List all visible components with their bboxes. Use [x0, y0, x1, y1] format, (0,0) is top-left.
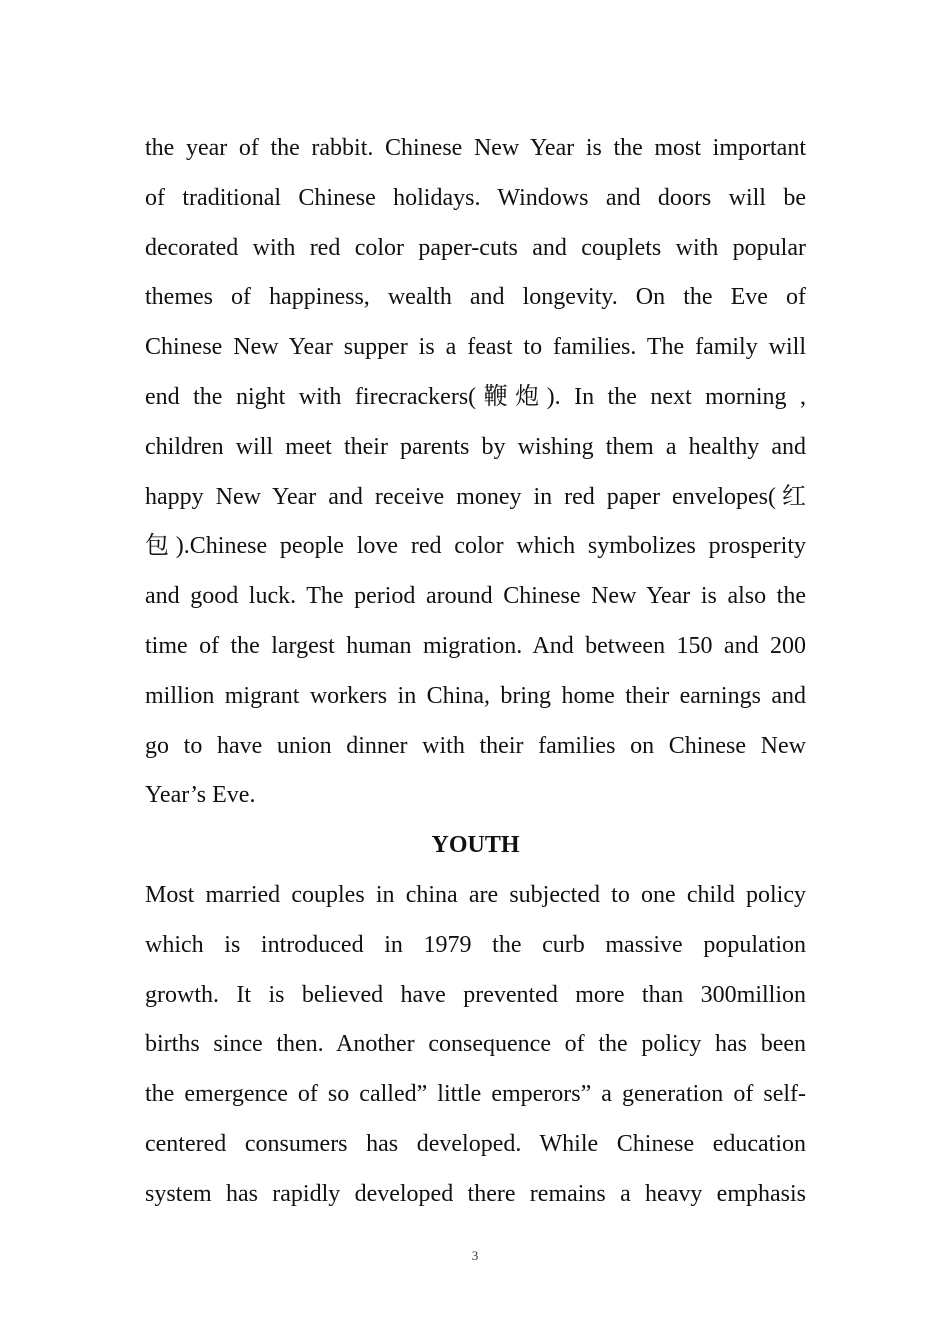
paragraph-youth [145, 871, 806, 1220]
text-line: of traditional Chinese holidays. Windows and doors will be [145, 184, 806, 211]
text-line: Most married couples in china are subjected to one child policy [145, 881, 806, 908]
text-line: Year’s Eve. [145, 782, 256, 809]
text-line: centered consumers has developed. While Chinese education [145, 1130, 806, 1157]
paragraph-chinese-new-year [145, 124, 806, 821]
text-line: million migrant workers in China, bring home their earnings and [145, 682, 806, 709]
text-line: which is introduced in 1979 the curb massive population [145, 931, 806, 958]
text-line: children will meet their parents by wishing them a healthy and [145, 433, 806, 460]
text-line: the emergence of so called” little emperors” a generation of self- [145, 1081, 806, 1108]
text-line: system has rapidly developed there remains a heavy emphasis [145, 1180, 806, 1207]
section-heading-youth: YOUTH [431, 832, 520, 859]
text-line: Chinese New Year supper is a feast to families. The family will [145, 334, 806, 361]
text-line: go to have union dinner with their families on Chinese New [145, 732, 806, 759]
text-line: growth. It is believed have prevented more than 300million [145, 981, 806, 1008]
text-line: decorated with red color paper-cuts and couplets with popular [145, 234, 806, 261]
text-line: births since then. Another consequence of the policy has been [145, 1031, 806, 1058]
text-line: happy New Year and receive money in red paper envelopes(红 [145, 483, 806, 510]
page-number: 3 [471, 1248, 479, 1263]
text-line: 包).Chinese people love red color which symbolizes prosperity [145, 533, 806, 560]
text-line: the year of the rabbit. Chinese New Year is the most important [145, 135, 806, 161]
text-line: themes of happiness, wealth and longevity. On the Eve of [145, 284, 806, 311]
text-line: time of the largest human migration. And between 150 and 200 [145, 632, 806, 659]
document-body [145, 124, 806, 1220]
text-line: and good luck. The period around Chinese New Year is also the [145, 583, 806, 610]
text-line: end the night with firecrackers(鞭炮). In the next morning , [145, 383, 806, 410]
